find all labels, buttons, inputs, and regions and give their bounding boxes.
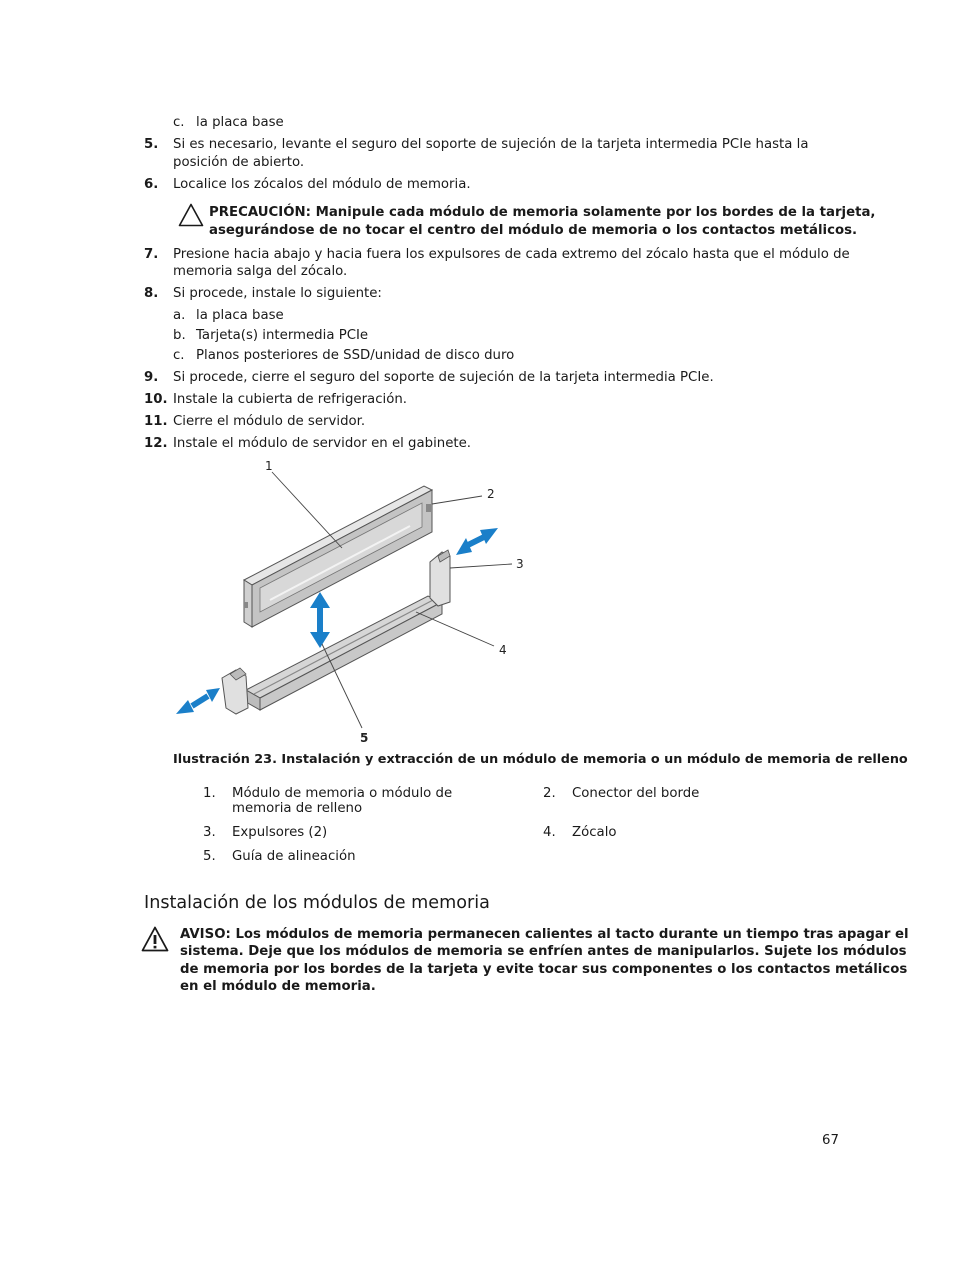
- caution-triangle-icon: [178, 203, 204, 227]
- legend-number: 2.: [543, 786, 556, 801]
- caution-text: PRECAUCIÓN: Manipule cada módulo de memoria solamente por los bordes de la tarjeta,: [209, 205, 876, 220]
- legend-number: 4.: [543, 825, 556, 840]
- step-text: Si es necesario, levante el seguro del soporte de sujeción de la tarjeta intermedia PCIe hasta la: [173, 137, 809, 152]
- legend-number: 3.: [203, 825, 216, 840]
- warning-icon: [141, 926, 169, 952]
- sub-letter: b.: [173, 328, 186, 343]
- sub-letter: c.: [173, 115, 185, 130]
- warning-text: AVISO: Los módulos de memoria permanecen calientes al tacto durante un tiempo tras apagar el: [180, 927, 909, 942]
- step-number: 6.: [144, 177, 159, 192]
- step-text: memoria salga del zócalo.: [173, 264, 348, 279]
- warning-text: sistema. Deje que los módulos de memoria se enfríen antes de manipularlos. Sujete los módulos: [180, 944, 907, 959]
- step-number: 12.: [144, 436, 168, 451]
- step-number: 7.: [144, 247, 159, 262]
- legend-number: 1.: [203, 786, 216, 801]
- sub-text: la placa base: [196, 308, 284, 323]
- warning-text: en el módulo de memoria.: [180, 979, 376, 994]
- callout-4: 4: [499, 643, 507, 657]
- callout-5: 5: [360, 731, 369, 745]
- sub-letter: a.: [173, 308, 186, 323]
- step-text: Si procede, instale lo siguiente:: [173, 286, 382, 301]
- step-number: 8.: [144, 286, 159, 301]
- callout-3: 3: [516, 557, 524, 571]
- step-number: 10.: [144, 392, 168, 407]
- sub-text: la placa base: [196, 115, 284, 130]
- sub-text: Tarjeta(s) intermedia PCIe: [196, 328, 369, 343]
- legend-text: memoria de relleno: [232, 801, 363, 816]
- step-number: 5.: [144, 137, 159, 152]
- page-number: 67: [822, 1133, 839, 1148]
- legend-number: 5.: [203, 849, 216, 864]
- legend-text: Guía de alineación: [232, 849, 356, 864]
- caution-text: asegurándose de no tocar el centro del módulo de memoria o los contactos metálicos.: [209, 223, 858, 238]
- step-text: Instale el módulo de servidor en el gabinete.: [173, 436, 471, 451]
- step-text: Instale la cubierta de refrigeración.: [173, 392, 407, 407]
- figure-caption: Ilustración 23. Instalación y extracción de un módulo de memoria o un módulo de memoria de relleno: [173, 752, 908, 767]
- sub-letter: c.: [173, 348, 185, 363]
- memory-module-illustration: [160, 452, 560, 748]
- sub-text: Planos posteriores de SSD/unidad de disco duro: [196, 348, 515, 363]
- memory-module: [244, 486, 432, 627]
- step-text: Presione hacia abajo y hacia fuera los expulsores de cada extremo del zócalo hasta que el módulo de: [173, 247, 850, 262]
- warning-text: de memoria por los bordes de la tarjeta y evite tocar sus componentes o los contactos metálicos: [180, 962, 908, 977]
- step-number: 9.: [144, 370, 159, 385]
- step-text: Si procede, cierre el seguro del soporte de sujeción de la tarjeta intermedia PCIe.: [173, 370, 714, 385]
- step-text: Cierre el módulo de servidor.: [173, 414, 366, 429]
- legend-text: Expulsores (2): [232, 825, 328, 840]
- step-text: Localice los zócalos del módulo de memoria.: [173, 177, 471, 192]
- callout-1: 1: [265, 459, 273, 473]
- legend-text: Zócalo: [572, 825, 617, 840]
- legend-text: Conector del borde: [572, 786, 700, 801]
- legend-text: Módulo de memoria o módulo de: [232, 786, 453, 801]
- step-text: posición de abierto.: [173, 155, 305, 170]
- section-heading: Instalación de los módulos de memoria: [144, 893, 490, 913]
- callout-2: 2: [487, 487, 495, 501]
- step-number: 11.: [144, 414, 168, 429]
